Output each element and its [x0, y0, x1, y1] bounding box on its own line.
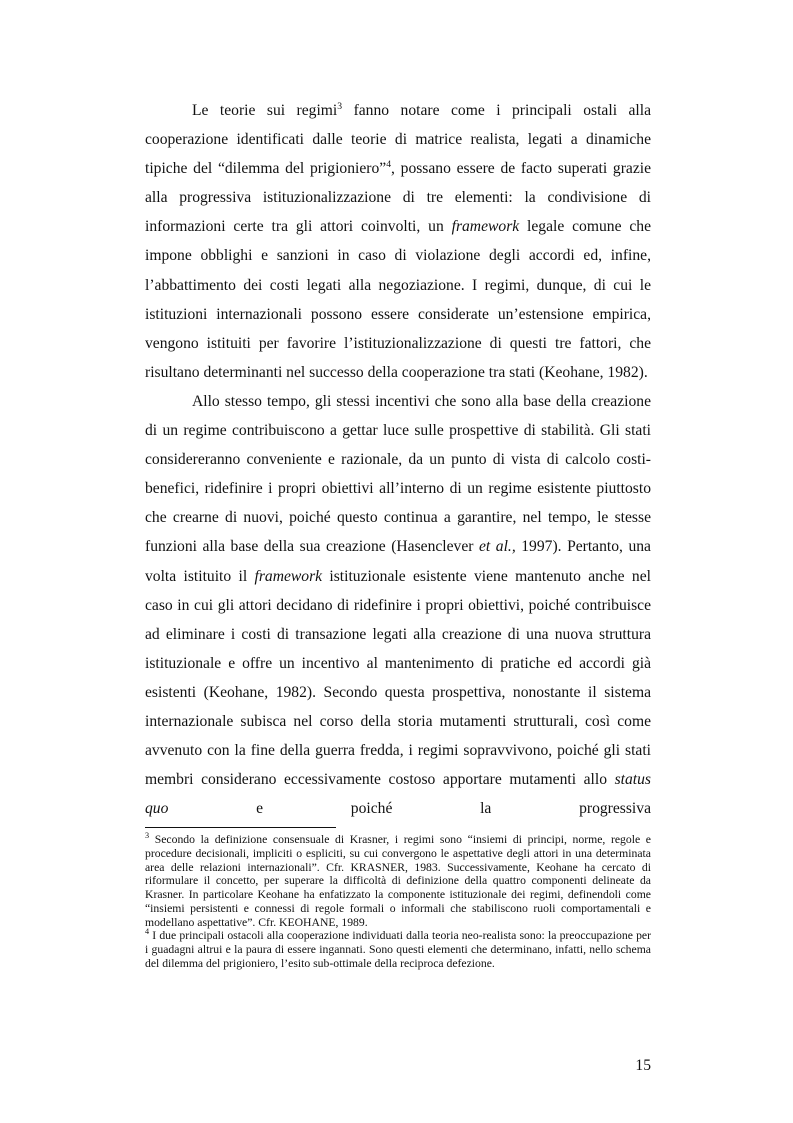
footnote-text: Secondo la definizione consensuale di Krasner, i regimi sono “insiemi di principi, norme, regole e procedure decisionali, impliciti o espliciti, su cui convergono le aspettative degli attori in una determinata area delle relazioni internazionali”. Cfr. KRASNER, 1983. Successivamente, Keohane ha cercato di riformulare il concetto, per superare la difficoltà di definizione della quattro componenti delineate da Krasner. In particolare Keohane ha enfatizzato la componente istituzionale dei regimi, definendoli come “insiemi persistenti e connessi di regole formali o informali che stabiliscono ruoli comportamentali e modellano aspettative”. Cfr. KEOHANE, 1989.: [145, 833, 651, 929]
italic-term: et al.,: [479, 538, 516, 556]
footnote-mark: 4: [145, 927, 150, 937]
footnote-mark: 3: [145, 831, 150, 841]
text-run: , possano essere de facto superati grazie alla progressiva istituzionalizzazione di tre elementi: la condivisione di informazioni certe tra gli attori coinvolti, un: [145, 160, 652, 236]
text-run: 1997). Pertanto, una volta istituito il: [145, 538, 651, 585]
footnote-ref-3: 3: [337, 101, 343, 113]
text-run: Allo stesso tempo, gli stessi incentivi che sono alla base della creazione di un regime contribuiscono a gettar luce sulle prospettive di stabilità. Gli stati considereranno conveniente e razionale, da un punto di vista di calcolo costi-benefici, ridefinire i propri obiettivi all’interno di un regime esistente piuttosto che crearne di nuovi, poiché questo continua a garantire, nel tempo, le stesse funzioni alla base della sua creazione (Hasenclever: [145, 392, 651, 556]
footnotes: [145, 833, 651, 971]
text-run: legale comune che impone obblighi e sanzioni in caso di violazione degli accordi ed, infine, l’abbattimento dei costi legati alla negoziazione. I regimi, dunque, di cui le istituzioni internazionali possono essere considerate un’estensione empirica, vengono istituiti per favorire l’istituzionalizzazione di questi tre fattori, che risultano determinanti nel successo della cooperazione tra stati (Keohane, 1982).: [145, 218, 651, 381]
footnote-4: [145, 929, 651, 970]
text-run: istituzionale esistente viene mantenuto anche nel caso in cui gli attori decidano di ridefinire i propri obiettivi, poiché contribuisce ad eliminare i costi di transazione legati alla creazione di una nuova struttura istituzionale e offre un incentivo al mantenimento di pratiche ed accordi già esistenti (Keohane, 1982). Secondo questa prospettiva, nonostante il sistema internazionale subisca nel corso della storia mutamenti strutturali, così come avvenuto con la fine della guerra fredda, i regimi sopravvivono, poiché gli stati membri considerano eccessivamente costoso apportare mutamenti allo: [145, 567, 651, 789]
paragraph-2: [145, 387, 651, 823]
footnote-text: I due principali ostacoli alla cooperazione individuati dalla teoria neo-realista sono: la preoccupazione per i guadagni altrui e la paura di essere ingannati. Sono questi elementi che determinano, infatti, nello schema del dilemma del prigioniero, l’esito sub-ottimale della reciproca defezione.: [145, 929, 651, 970]
footnote-ref-4: 4: [386, 159, 392, 171]
footnote-3: [145, 833, 651, 929]
body-text: [145, 96, 651, 823]
italic-term: status quo: [145, 771, 651, 818]
italic-term: framework: [254, 567, 323, 585]
text-run: e poiché la progressiva: [168, 800, 651, 818]
text-run: fanno notare come i principali ostali alla cooperazione identificati dalle teorie di matrice realista, legati a dinamiche tipiche del “dilemma del prigioniero”: [145, 102, 652, 178]
text-run: Le teorie sui regimi: [192, 102, 338, 119]
page-number: 15: [635, 1057, 651, 1074]
paragraph-1: [145, 96, 651, 387]
footnote-separator: [145, 827, 336, 828]
italic-term: framework: [451, 218, 520, 236]
